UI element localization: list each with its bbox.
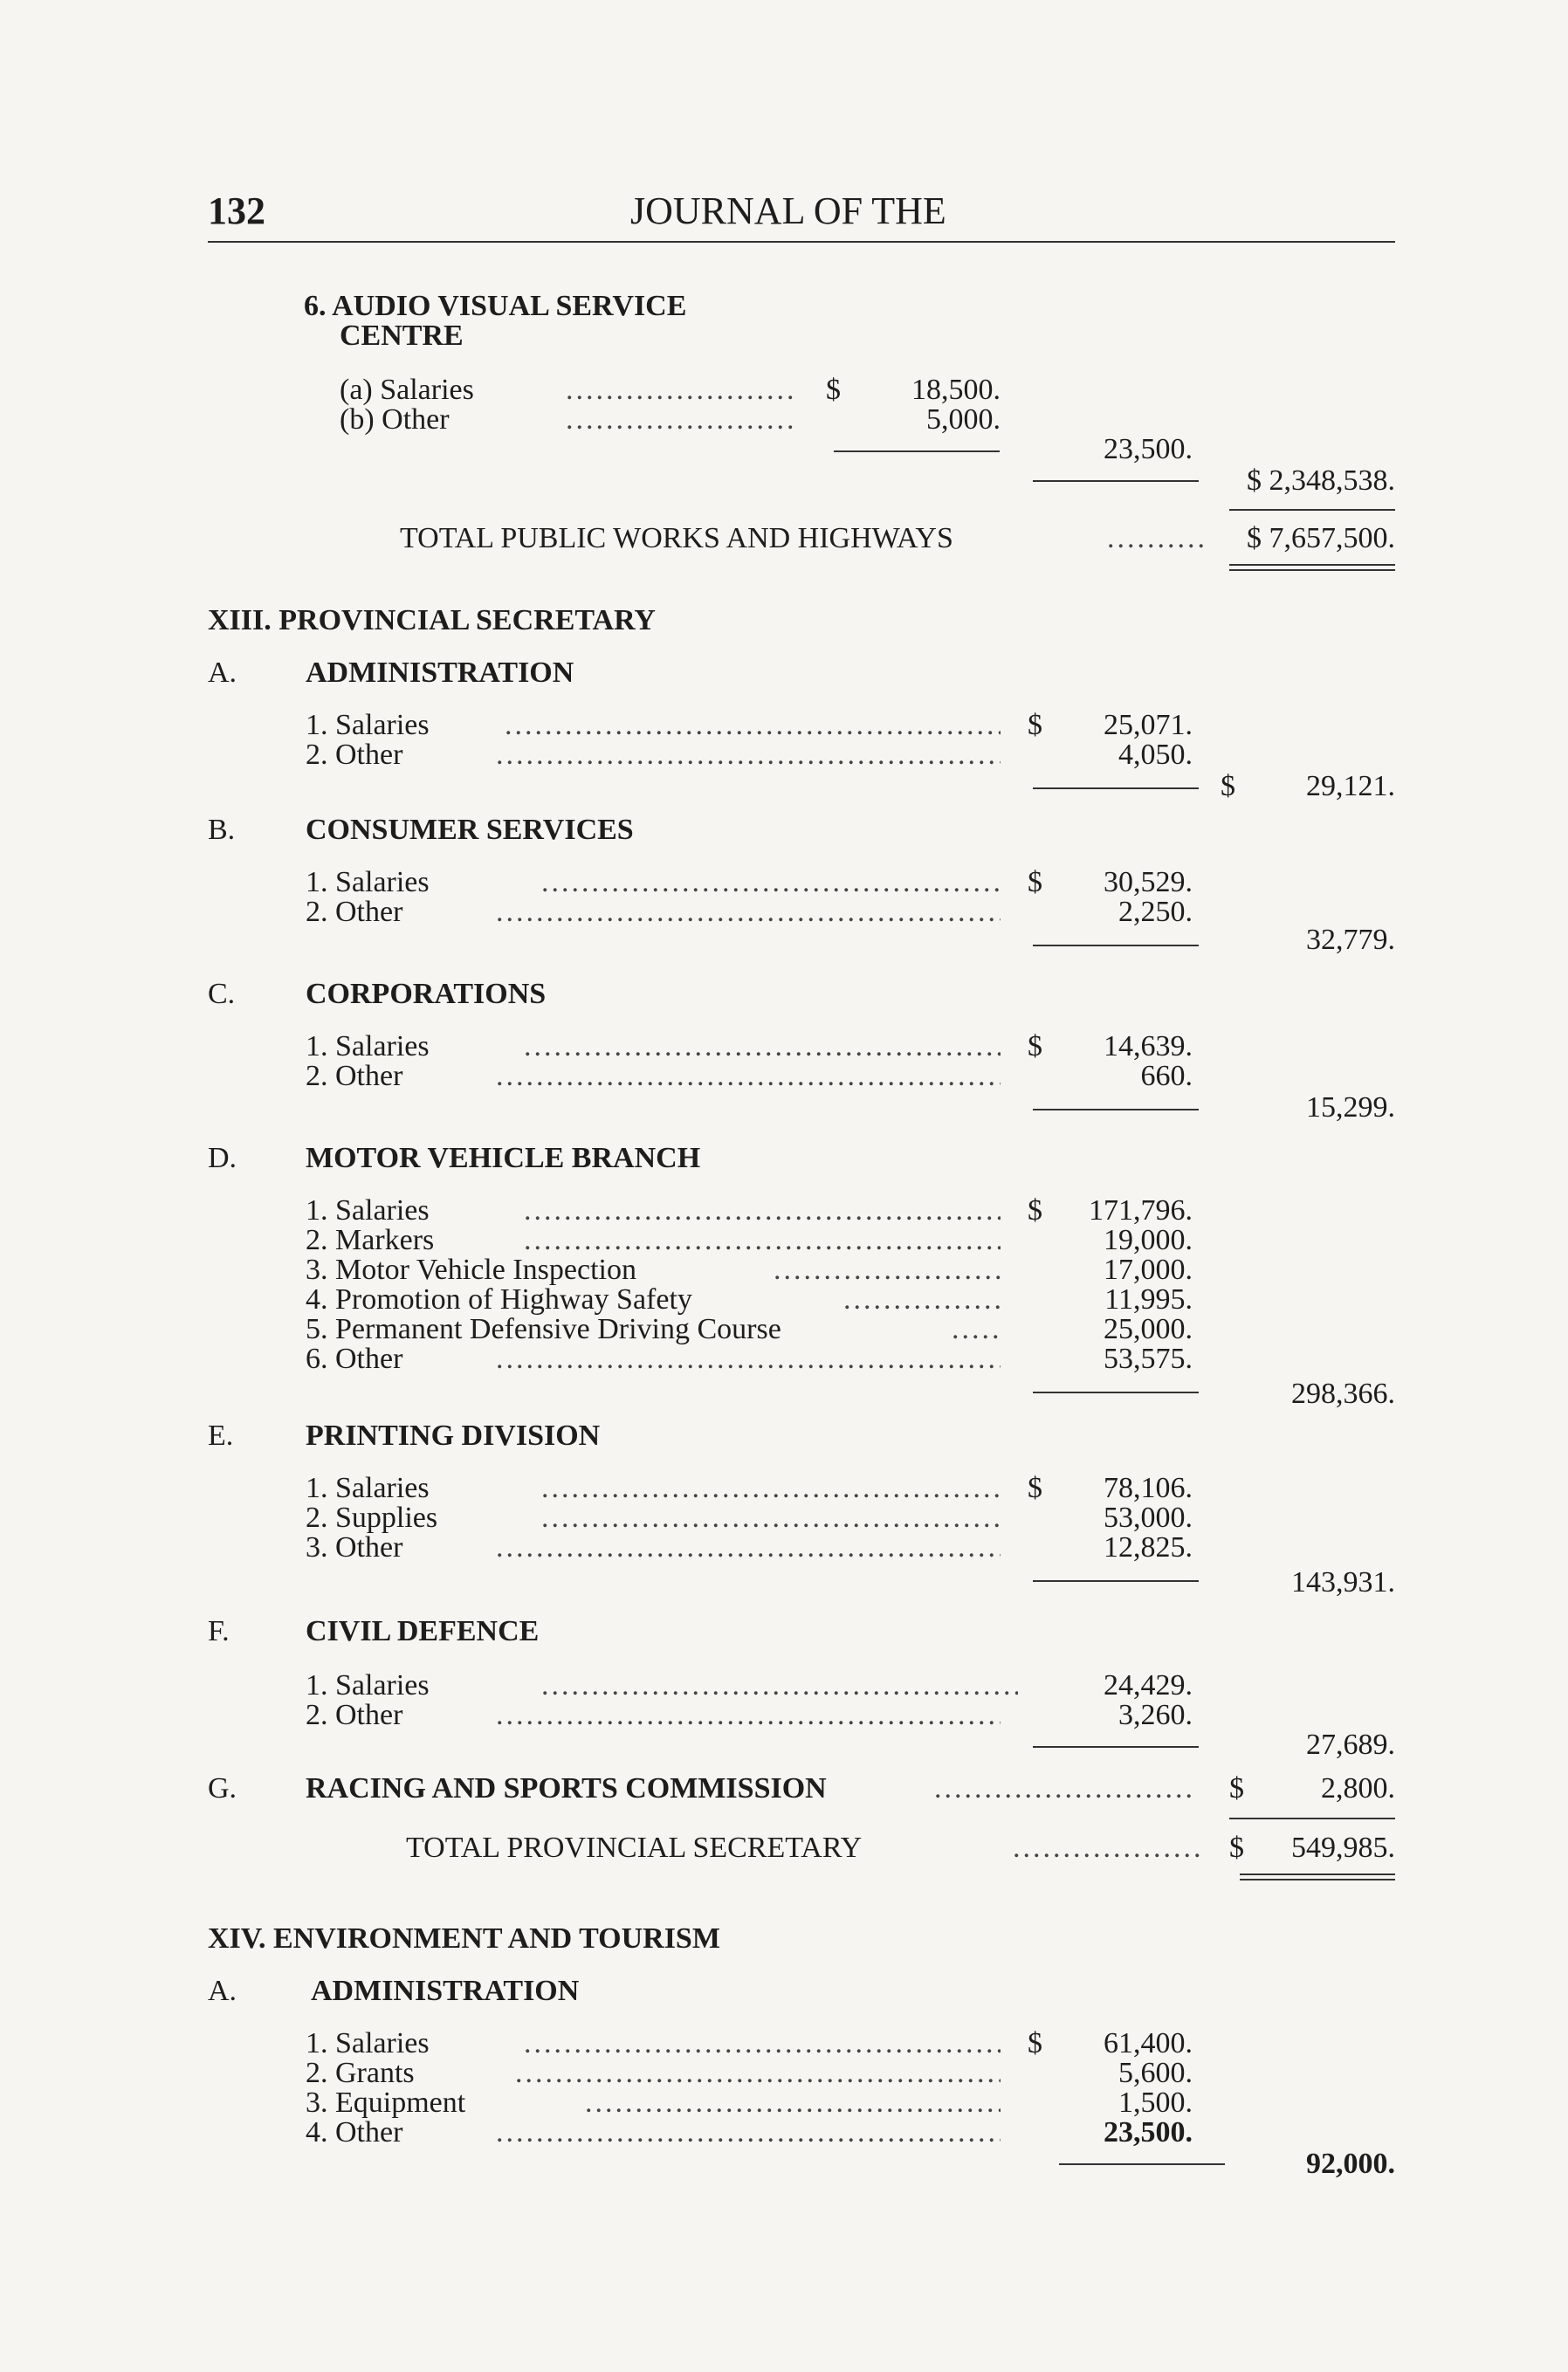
line-item-amount: 25,000. <box>1104 1313 1193 1345</box>
double-rule <box>1240 1874 1395 1875</box>
section-letter: B. <box>208 814 236 846</box>
line-item-label: 4. Promotion of Highway Safety <box>306 1283 692 1316</box>
line-item-amount: 25,071. <box>1104 709 1193 741</box>
double-rule <box>1229 569 1395 571</box>
dot-leader <box>524 1224 1001 1257</box>
dot-leader <box>934 1772 1196 1805</box>
line-item-amount: 23,500. <box>1104 2116 1193 2149</box>
total-public-works-label: TOTAL PUBLIC WORKS AND HIGHWAYS <box>400 522 953 554</box>
line-item-label: 3. Equipment <box>306 2087 466 2119</box>
section-g-title: RACING AND SPORTS COMMISSION <box>306 1772 827 1805</box>
dot-leader <box>496 1343 1001 1376</box>
currency-sign: $ <box>826 374 841 406</box>
dot-leader <box>496 739 1001 772</box>
line-item-amount: 61,400. <box>1104 2027 1193 2059</box>
line-item-amount: 53,575. <box>1104 1343 1193 1375</box>
page-number: 132 <box>208 189 265 232</box>
section-g-amount: 2,800. <box>1321 1772 1395 1805</box>
line-item-label: 2. Grants <box>306 2057 415 2089</box>
line-item-amount: 12,825. <box>1104 1531 1193 1564</box>
line-item-label: 1. Salaries <box>306 1030 430 1062</box>
dot-leader <box>496 1699 1001 1732</box>
dot-leader <box>496 1060 1001 1093</box>
dot-leader <box>505 709 1001 742</box>
subtotal-rule <box>1033 1580 1199 1582</box>
section-a-total: 29,121. <box>1306 770 1395 802</box>
subtotal-rule <box>1033 1392 1199 1393</box>
section-a-title: ADMINISTRATION <box>306 657 574 689</box>
dot-leader <box>496 896 1001 929</box>
section-letter: G. <box>208 1772 237 1805</box>
dot-leader <box>541 866 1001 899</box>
running-total: $ 2,348,538. <box>1247 464 1395 497</box>
currency-sign: $ <box>1028 1472 1042 1504</box>
line-item-label: 2. Other <box>306 1699 403 1731</box>
total-provincial-secretary-label: TOTAL PROVINCIAL SECRETARY <box>406 1832 863 1864</box>
line-item-amount: 18,500. <box>911 374 1001 406</box>
dot-leader <box>496 1531 1001 1564</box>
section-letter: A. <box>208 657 237 689</box>
section-b-title: CONSUMER SERVICES <box>306 814 634 846</box>
line-item-label: 6. Other <box>306 1343 403 1375</box>
line-item-label: 1. Salaries <box>306 1194 430 1227</box>
line-item-label: 2. Other <box>306 1060 403 1092</box>
section-letter: A. <box>208 1975 237 2007</box>
section-6-title: 6. AUDIO VISUAL SERVICE <box>304 290 687 322</box>
line-item-amount: 2,250. <box>1118 896 1193 928</box>
subtotal-rule <box>1033 1109 1199 1110</box>
part-xiii-title: XIII. PROVINCIAL SECRETARY <box>208 604 656 636</box>
subtotal-rule <box>1033 787 1199 789</box>
line-item-label: 5. Permanent Defensive Driving Course <box>306 1313 781 1345</box>
section-letter: E. <box>208 1420 234 1452</box>
currency-sign: $ <box>1028 709 1042 741</box>
line-item-amount: 17,000. <box>1104 1254 1193 1286</box>
section-letter: D. <box>208 1142 237 1174</box>
dot-leader <box>541 1472 1001 1505</box>
line-item-amount: 5,600. <box>1118 2057 1193 2089</box>
line-item-label: 1. Salaries <box>306 866 430 898</box>
line-item-amount: 30,529. <box>1104 866 1193 898</box>
section-letter: F. <box>208 1615 230 1647</box>
section-d-total: 298,366. <box>1291 1378 1395 1410</box>
section-letter: C. <box>208 978 236 1010</box>
line-item-label: 1. Salaries <box>306 1472 430 1504</box>
line-item-amount: 19,000. <box>1104 1224 1193 1256</box>
currency-sign: $ <box>1229 1772 1244 1805</box>
line-item-label: 1. Salaries <box>306 709 430 741</box>
currency-sign: $ <box>1221 770 1235 802</box>
line-item-amount: 4,050. <box>1118 739 1193 771</box>
section-6-subtotal: 23,500. <box>1104 433 1193 465</box>
dot-leader <box>496 2116 1001 2149</box>
dot-leader <box>774 1254 1001 1287</box>
double-rule <box>1229 564 1395 566</box>
dot-leader <box>1107 522 1205 555</box>
line-item-label: 3. Other <box>306 1531 403 1564</box>
line-item-label: 2. Markers <box>306 1224 435 1256</box>
dot-leader <box>566 403 797 437</box>
line-item-label: 3. Motor Vehicle Inspection <box>306 1254 636 1286</box>
section-c-title: CORPORATIONS <box>306 978 547 1010</box>
currency-sign: $ <box>1028 866 1042 898</box>
total-rule <box>1229 1818 1395 1819</box>
dot-leader <box>524 1030 1001 1063</box>
line-item-amount: 171,796. <box>1089 1194 1193 1227</box>
dot-leader <box>585 2087 1001 2120</box>
double-rule <box>1240 1879 1395 1880</box>
line-item-amount: 53,000. <box>1104 1502 1193 1534</box>
dot-leader <box>541 1669 1018 1702</box>
dot-leader <box>524 1194 1001 1227</box>
line-item-amount: 24,429. <box>1104 1669 1193 1702</box>
subtotal-rule <box>1033 945 1199 946</box>
subtotal-rule <box>1059 2163 1225 2165</box>
line-item-label: 4. Other <box>306 2116 403 2149</box>
line-item-label: (b) Other <box>340 403 450 436</box>
line-item-label: 1. Salaries <box>306 1669 430 1702</box>
section-f-title: CIVIL DEFENCE <box>306 1615 540 1647</box>
currency-sign: $ <box>1028 1030 1042 1062</box>
section-c-total: 15,299. <box>1306 1091 1395 1124</box>
line-item-label: 2. Other <box>306 739 403 771</box>
total-provincial-secretary-amount: 549,985. <box>1291 1832 1395 1864</box>
dot-leader <box>541 1502 1001 1535</box>
dot-leader <box>566 374 797 407</box>
section-d-title: MOTOR VEHICLE BRANCH <box>306 1142 701 1174</box>
dot-leader <box>843 1283 1001 1317</box>
line-item-label: (a) Salaries <box>340 374 474 406</box>
subtotal-rule <box>1033 1746 1199 1748</box>
currency-sign: $ <box>1229 1832 1244 1864</box>
currency-sign: $ <box>1028 2027 1042 2059</box>
line-item-amount: 11,995. <box>1104 1283 1193 1316</box>
line-item-amount: 14,639. <box>1104 1030 1193 1062</box>
dot-leader <box>524 2027 1001 2060</box>
section-xiv-a-title: ADMINISTRATION <box>311 1975 580 2007</box>
line-item-amount: 1,500. <box>1118 2087 1193 2119</box>
subtotal-rule <box>834 450 1000 452</box>
section-b-total: 32,779. <box>1306 924 1395 956</box>
currency-sign: $ <box>1028 1194 1042 1227</box>
line-item-amount: 660. <box>1140 1060 1193 1092</box>
subtotal-rule <box>1033 480 1199 482</box>
line-item-label: 2. Other <box>306 896 403 928</box>
running-head: JOURNAL OF THE <box>630 189 946 232</box>
section-e-title: PRINTING DIVISION <box>306 1420 601 1452</box>
header-rule <box>208 241 1395 243</box>
line-item-amount: 3,260. <box>1118 1699 1193 1731</box>
line-item-amount: 5,000. <box>926 403 1001 436</box>
total-rule <box>1229 509 1395 511</box>
section-e-total: 143,931. <box>1291 1566 1395 1599</box>
line-item-label: 2. Supplies <box>306 1502 438 1534</box>
line-item-label: 1. Salaries <box>306 2027 430 2059</box>
part-xiv-title: XIV. ENVIRONMENT AND TOURISM <box>208 1922 720 1955</box>
dot-leader <box>952 1313 1001 1346</box>
section-6-title-cont: CENTRE <box>340 320 464 352</box>
section-xiv-a-total: 92,000. <box>1306 2148 1395 2180</box>
line-item-amount: 78,106. <box>1104 1472 1193 1504</box>
dot-leader <box>1013 1832 1205 1865</box>
total-public-works-amount: $ 7,657,500. <box>1247 522 1395 554</box>
dot-leader <box>515 2057 1001 2090</box>
section-f-total: 27,689. <box>1306 1729 1395 1761</box>
